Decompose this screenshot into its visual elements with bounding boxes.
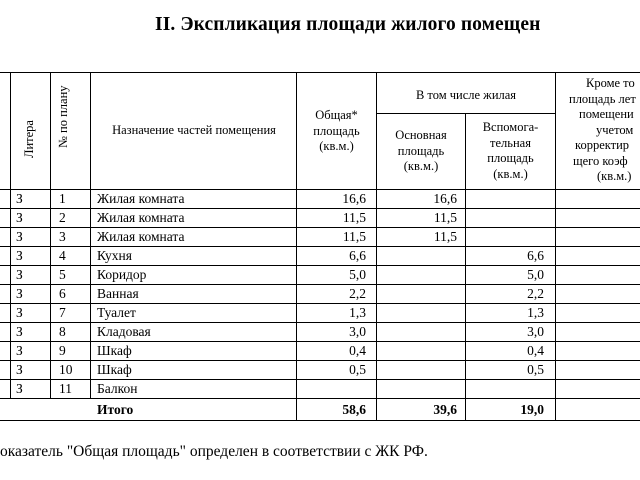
cell-purpose: Жилая комната xyxy=(97,191,185,206)
cell-aux: 6,6 xyxy=(527,248,544,263)
header-except-line2: площадь лет xyxy=(569,91,636,106)
header-aux-line1: Вспомога- xyxy=(482,120,539,134)
cell-no: 8 xyxy=(59,324,66,339)
cell-aux: 5,0 xyxy=(527,267,544,282)
cell-total: 16,6 xyxy=(342,191,366,206)
header-aux-line2: тельная xyxy=(490,135,531,150)
cell-no: 3 xyxy=(59,229,66,244)
cell-aux: 3,0 xyxy=(527,324,544,339)
cell-no: 2 xyxy=(59,210,66,225)
cell-litera: З xyxy=(16,229,23,244)
header-except xyxy=(560,76,640,185)
header-main-line3: (кв.м.) xyxy=(403,159,439,173)
cell-total: 0,5 xyxy=(349,362,366,377)
header-main-line1: Основная xyxy=(395,128,447,142)
header-except-line6: щего коэф xyxy=(573,153,628,168)
cell-total: 3,0 xyxy=(349,324,366,339)
cell-purpose: Ванная xyxy=(97,286,139,301)
cell-purpose: Шкаф xyxy=(97,343,132,358)
cell-no: 11 xyxy=(59,381,72,396)
cell-no: 5 xyxy=(59,267,66,282)
header-main xyxy=(377,128,465,175)
cell-purpose: Балкон xyxy=(97,381,138,396)
cell-purpose: Кладовая xyxy=(97,324,151,339)
cell-litera: З xyxy=(16,210,23,225)
cell-no: 1 xyxy=(59,191,66,206)
cell-aux: 0,4 xyxy=(527,343,544,358)
cell-aux: 1,3 xyxy=(527,305,544,320)
cell-purpose: Шкаф xyxy=(97,362,132,377)
cell-main: 11,5 xyxy=(433,229,457,244)
cell-main: 11,5 xyxy=(433,210,457,225)
cell-purpose: Кухня xyxy=(97,248,132,263)
cell-litera: З xyxy=(16,305,23,320)
totals-label: Итого xyxy=(97,402,134,417)
cell-no: 7 xyxy=(59,305,66,320)
header-aux xyxy=(466,120,555,182)
header-total xyxy=(297,108,376,155)
header-except-line3: помещени xyxy=(579,107,634,121)
cell-aux: 2,2 xyxy=(527,286,544,301)
header-main-line2: площадь xyxy=(397,143,445,158)
totals-aux: 19,0 xyxy=(520,402,544,417)
cell-litera: З xyxy=(16,267,23,282)
header-aux-line3: площадь xyxy=(487,151,534,165)
header-litera: Литера xyxy=(22,120,36,158)
cell-purpose: Коридор xyxy=(97,267,147,282)
cell-purpose: Жилая комната xyxy=(97,210,185,225)
header-total-line3: (кв.м.) xyxy=(319,139,354,153)
page-title: II. Экспликация площади жилого помещен xyxy=(155,14,541,35)
cell-total: 11,5 xyxy=(342,229,366,244)
header-plan-no: № по плану xyxy=(56,85,70,148)
header-total-line1: Общая* xyxy=(315,108,358,122)
cell-main: 16,6 xyxy=(433,191,457,206)
cell-no: 10 xyxy=(59,362,73,377)
header-except-line5: корректир xyxy=(575,138,630,152)
cell-litera: З xyxy=(16,362,23,377)
cell-litera: З xyxy=(16,381,23,396)
header-total-line2: площадь xyxy=(313,123,360,138)
header-aux-line4: (кв.м.) xyxy=(493,166,528,181)
cell-total: 2,2 xyxy=(349,286,366,301)
cell-no: 4 xyxy=(59,248,66,263)
cell-no: 9 xyxy=(59,343,66,358)
cell-litera: З xyxy=(16,324,23,339)
cell-total: 11,5 xyxy=(342,210,366,225)
cell-aux: 0,5 xyxy=(527,362,544,377)
cell-litera: З xyxy=(16,248,23,263)
cell-total: 0,4 xyxy=(349,343,366,358)
footnote: оказатель "Общая площадь" определен в соответствии с ЖК РФ. xyxy=(0,443,428,460)
header-except-line1: Кроме то xyxy=(586,76,635,90)
totals-main: 39,6 xyxy=(433,402,457,417)
cell-no: 6 xyxy=(59,286,66,301)
cell-total: 6,6 xyxy=(349,248,366,263)
header-incl-living: В том числе жилая xyxy=(415,88,517,102)
cell-purpose: Жилая комната xyxy=(97,229,185,244)
header-purpose: Назначение частей помещения xyxy=(112,123,276,137)
header-except-line7: (кв.м.) xyxy=(597,169,632,183)
cell-purpose: Туалет xyxy=(97,305,136,320)
cell-litera: З xyxy=(16,286,23,301)
header-except-line4: учетом xyxy=(596,122,634,137)
cell-litera: З xyxy=(16,343,23,358)
cell-total: 1,3 xyxy=(349,305,366,320)
cell-total: 5,0 xyxy=(349,267,366,282)
totals-total: 58,6 xyxy=(342,402,366,417)
cell-litera: З xyxy=(16,191,23,206)
